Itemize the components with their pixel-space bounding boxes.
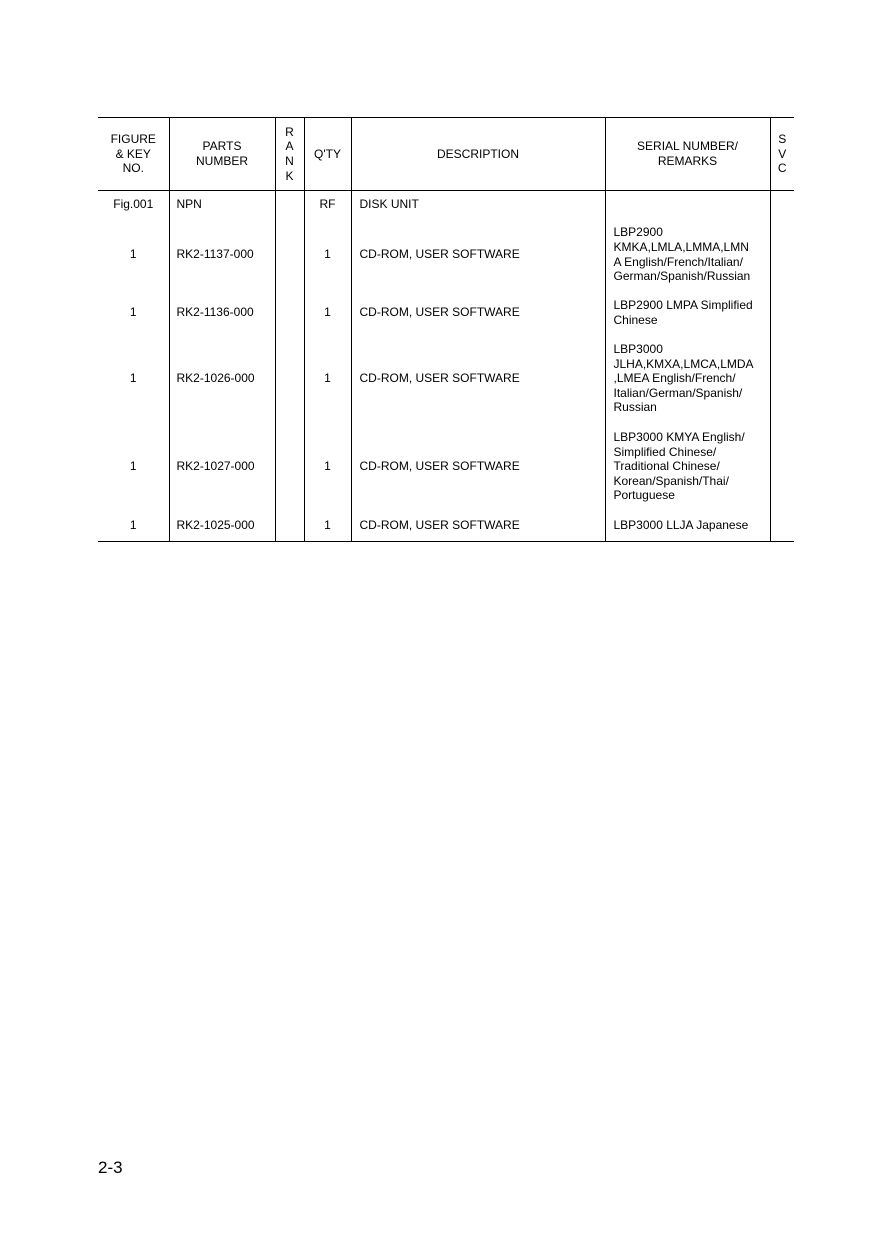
cell-rank: [275, 334, 304, 424]
header-figure-key: FIGURE & KEY NO.: [98, 118, 169, 191]
cell-qty: 1: [304, 424, 351, 510]
cell-rank: [275, 424, 304, 510]
cell-description: CD-ROM, USER SOFTWARE: [351, 510, 605, 542]
cell-part-number: RK2-1026-000: [169, 334, 275, 424]
header-svc-letter: V: [778, 146, 787, 161]
cell-figure: 1: [98, 510, 169, 542]
cell-svc: [770, 218, 794, 292]
cell-figure: 1: [129, 371, 137, 386]
cell-qty: 1: [304, 510, 351, 542]
header-svc-letter: C: [777, 161, 787, 176]
cell-svc: [770, 424, 794, 510]
cell-part-number: NPN: [169, 191, 275, 218]
header-rank-letter: K: [285, 168, 294, 183]
header-svc: [770, 118, 794, 191]
header-rank-letter: A: [285, 139, 294, 154]
header-parts-number: PARTS NUMBER: [169, 118, 275, 191]
cell-remarks: LBP3000 LLJA Japanese: [605, 510, 770, 542]
cell-qty: RF: [304, 191, 351, 218]
cell-figure: 1: [129, 305, 137, 320]
cell-svc: [770, 510, 794, 542]
cell-remarks: LBP2900 LMPA Simplified Chinese: [605, 292, 770, 334]
cell-description: CD-ROM, USER SOFTWARE: [351, 292, 605, 334]
header-row: [98, 118, 794, 191]
cell-part-number: RK2-1137-000: [169, 218, 275, 292]
cell-remarks: LBP3000 KMYA English/ Simplified Chinese/ Traditional Chinese/ Korean/Spanish/Thai/ Portuguese: [605, 424, 770, 510]
cell-part-number: RK2-1136-000: [169, 292, 275, 334]
cell-svc: [770, 334, 794, 424]
cell-figure: Fig.001: [113, 196, 154, 211]
cell-remarks: LBP2900 KMKA,LMLA,LMMA,LMN A English/French/Italian/ German/Spanish/Russian: [605, 218, 770, 292]
cell-figure: 1: [129, 247, 137, 262]
cell-remarks: LBP3000 JLHA,KMXA,LMCA,LMDA ,LMEA English/French/ Italian/German/Spanish/ Russian: [605, 334, 770, 424]
cell-part-number: RK2-1027-000: [169, 424, 275, 510]
table-row: [98, 334, 794, 424]
header-qty: Q'TY: [304, 118, 351, 191]
cell-description: DISK UNIT: [351, 191, 605, 218]
parts-table: [98, 117, 794, 542]
table-row: [98, 218, 794, 292]
table-row: [98, 191, 794, 218]
cell-qty: 1: [304, 292, 351, 334]
cell-qty: 1: [304, 334, 351, 424]
header-rank-letter: R: [285, 124, 294, 139]
table-row: [98, 292, 794, 334]
cell-svc: [770, 191, 794, 218]
header-serial-remarks: SERIAL NUMBER/ REMARKS: [605, 118, 770, 191]
cell-qty: 1: [304, 218, 351, 292]
cell-figure: 1: [129, 459, 137, 474]
cell-part-number: RK2-1025-000: [169, 510, 275, 542]
cell-rank: [275, 292, 304, 334]
header-rank: [275, 118, 304, 191]
cell-remarks: [605, 191, 770, 218]
page-number: 2-3: [98, 1158, 123, 1177]
cell-description: CD-ROM, USER SOFTWARE: [351, 424, 605, 510]
cell-rank: [275, 191, 304, 218]
cell-description: CD-ROM, USER SOFTWARE: [351, 218, 605, 292]
cell-description: CD-ROM, USER SOFTWARE: [351, 334, 605, 424]
header-rank-letter: N: [285, 154, 294, 168]
table-row: [98, 510, 794, 542]
table-row: [98, 424, 794, 510]
cell-rank: [275, 218, 304, 292]
header-description: DESCRIPTION: [351, 118, 605, 191]
cell-rank: [275, 510, 304, 542]
cell-svc: [770, 292, 794, 334]
header-svc-letter: S: [778, 132, 787, 147]
